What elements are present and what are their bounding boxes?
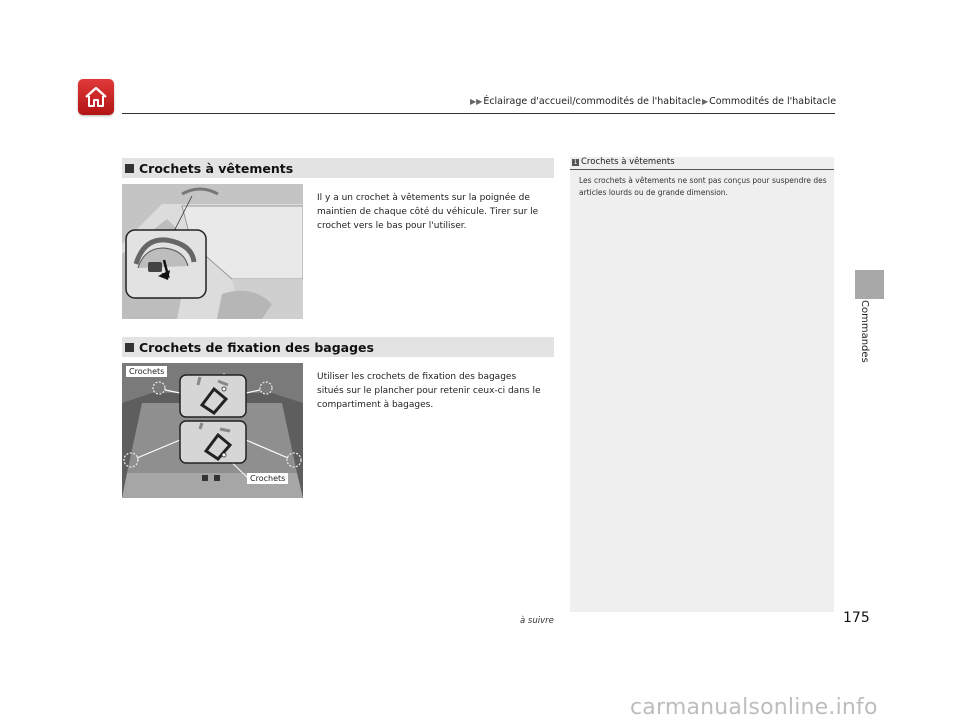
- home-button[interactable]: [78, 79, 114, 115]
- chapter-tab-label: Commandes: [859, 300, 870, 363]
- page-number: 175: [843, 610, 870, 626]
- side-note-title: [570, 157, 675, 167]
- clothes-hook-illustration: [122, 184, 303, 319]
- breadcrumb-arrow-icon: ▶: [702, 97, 709, 106]
- breadcrumb-item[interactable]: Éclairage d'accueil/commodités de l'habitacle: [483, 96, 701, 107]
- breadcrumb-item[interactable]: Commodités de l'habitacle: [709, 96, 837, 107]
- watermark: carmanualsonline.info: [630, 695, 878, 720]
- square-bullet-icon: [125, 164, 134, 173]
- side-note-text: Les crochets à vêtements ne sont pas conçus pour suspendre des articles lourds ou de grande dimension.: [579, 176, 827, 197]
- section-body-text: Il y a un crochet à vêtements sur la poignée de maintien de chaque côté du véhicule. Tirer sur le crochet vers le bas pour l'utiliser.: [317, 193, 539, 231]
- header-divider: [122, 113, 835, 114]
- breadcrumb-arrow-icon: ▶▶: [470, 97, 483, 106]
- chapter-tab[interactable]: [855, 270, 884, 299]
- home-icon: [84, 86, 108, 108]
- section-title: Crochets de fixation des bagages: [139, 339, 374, 355]
- side-note-title-text: Crochets à vêtements: [581, 157, 675, 167]
- section-heading-clothes-hooks: [122, 158, 554, 178]
- side-note-panel: [570, 157, 834, 612]
- cargo-hooks-illustration: [122, 363, 303, 498]
- note-marker-icon: 1: [573, 158, 578, 166]
- section-body-text: Utiliser les crochets de fixation des bagages situés sur le plancher pour retenir ceux-ci dans le compartiment à bagages.: [317, 372, 541, 410]
- section-title: Crochets à vêtements: [139, 160, 294, 176]
- breadcrumb: [470, 96, 836, 107]
- continued-label: à suivre: [520, 616, 554, 626]
- figure-label-hooks-top: Crochets: [126, 366, 167, 377]
- figure-label-hooks-bottom: Crochets: [247, 473, 288, 484]
- side-note-divider: [570, 169, 834, 170]
- section-heading-cargo-hooks: [122, 337, 554, 357]
- square-bullet-icon: [125, 343, 134, 352]
